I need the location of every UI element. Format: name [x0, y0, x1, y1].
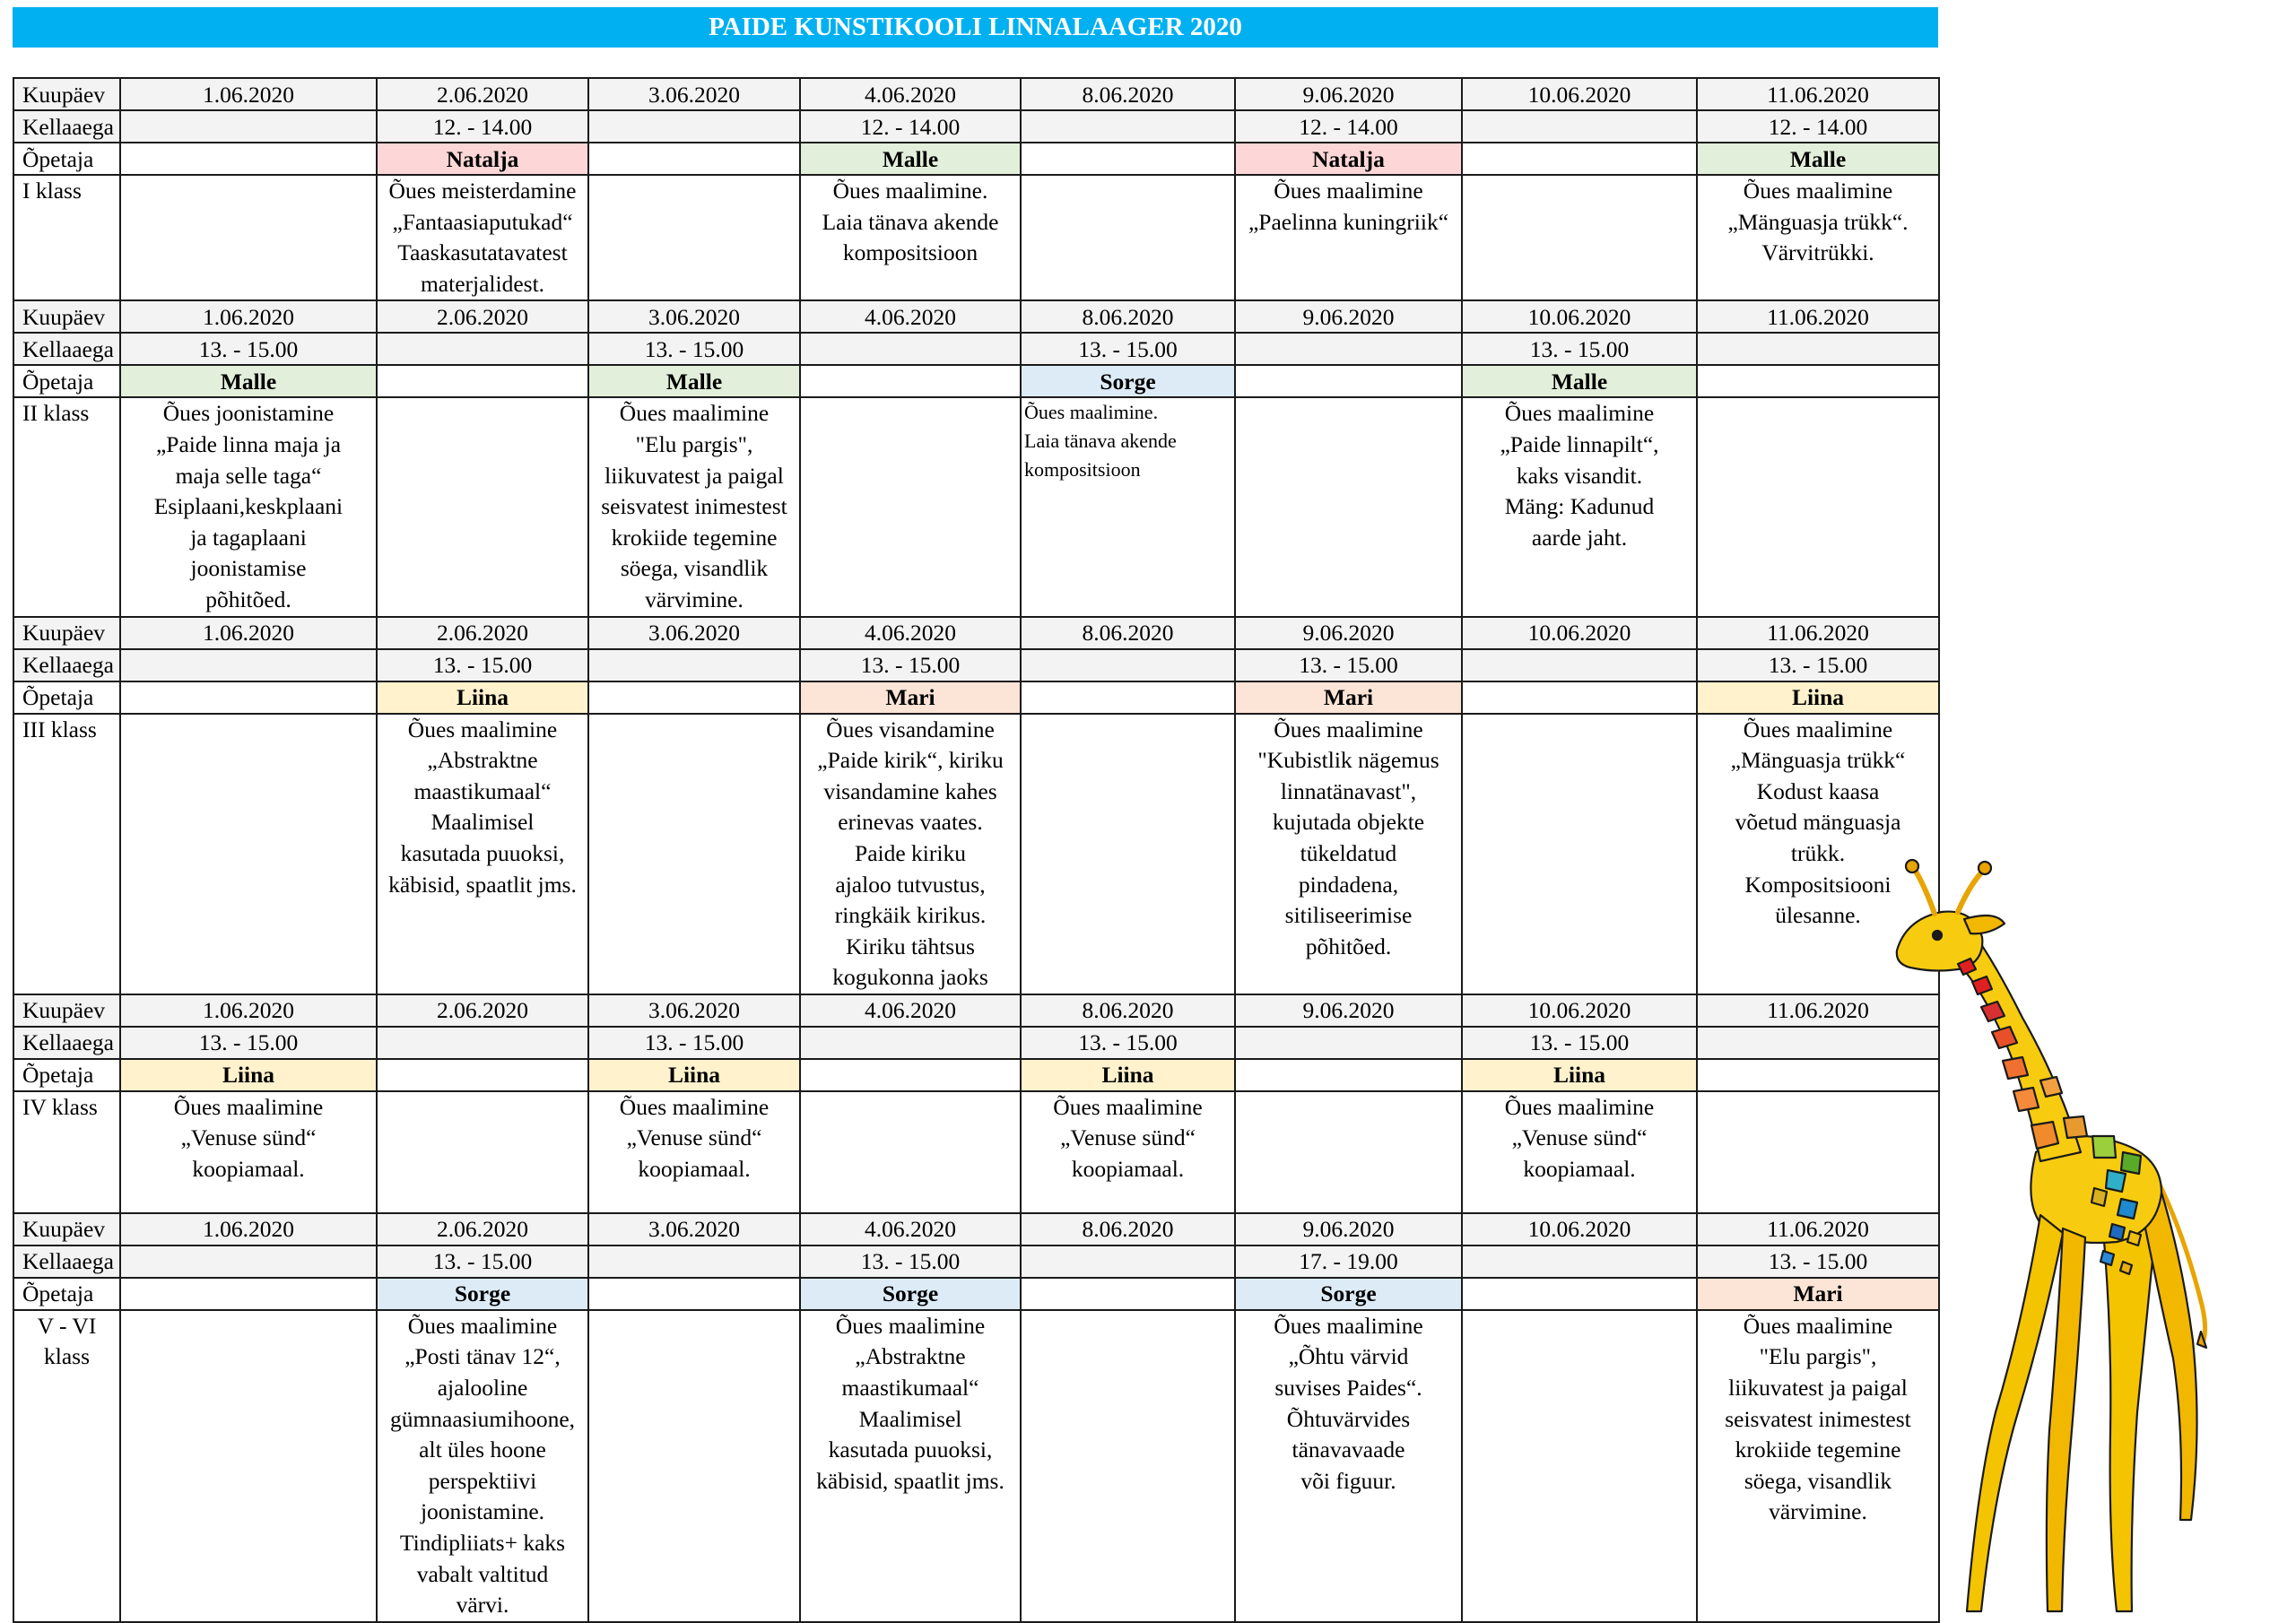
teacher-cell: Sorge	[1021, 365, 1235, 397]
time-cell	[1462, 1245, 1697, 1278]
time-cell	[1462, 649, 1697, 681]
teacher-cell: Malle	[120, 365, 377, 397]
date-cell: 3.06.2020	[588, 78, 800, 110]
date-cell: 11.06.2020	[1697, 1213, 1939, 1245]
class-label: V - VI klass	[13, 1310, 120, 1622]
activity-cell: Õues maalimine „Abstraktne maastikumaal“ Maalimisel kasutada puuoksi, käbisid, spaatlit jms.	[800, 1310, 1021, 1622]
date-row	[13, 78, 1939, 110]
time-cell: 13. - 15.00	[588, 333, 800, 365]
date-cell: 10.06.2020	[1462, 1213, 1697, 1245]
date-cell: 8.06.2020	[1021, 78, 1235, 110]
activity-cell	[1021, 175, 1235, 300]
activity-cell: Õues maalimine „Paelinna kuningriik“	[1235, 175, 1462, 300]
date-cell: 3.06.2020	[588, 617, 800, 649]
date-cell: 10.06.2020	[1462, 78, 1697, 110]
activity-cell	[1462, 714, 1697, 994]
time-cell	[120, 1245, 377, 1278]
activity-cell: Õues maalimine „Venuse sünd“ koopiamaal.	[1462, 1091, 1697, 1213]
activity-cell	[1462, 1310, 1697, 1622]
date-cell: 9.06.2020	[1235, 994, 1462, 1027]
time-cell: 13. - 15.00	[1235, 649, 1462, 681]
date-cell: 1.06.2020	[120, 994, 377, 1027]
date-cell: 10.06.2020	[1462, 994, 1697, 1027]
activity-cell	[1021, 714, 1235, 994]
class-label: III klass	[13, 714, 120, 994]
time-row	[13, 649, 1939, 681]
time-cell: 13. - 15.00	[377, 649, 588, 681]
activity-cell: Õues joonistamine „Paide linna maja ja maja selle taga“ Esiplaani,keskplaani ja tagaplaani joonistamise põhitõed.	[120, 397, 377, 616]
date-cell: 4.06.2020	[800, 1213, 1021, 1245]
activity-cell	[800, 1091, 1021, 1213]
date-label: Kuupäev	[13, 78, 120, 110]
time-cell: 13. - 15.00	[120, 333, 377, 365]
activity-cell	[1021, 1310, 1235, 1622]
time-cell	[1235, 333, 1462, 365]
activity-row	[13, 175, 1939, 300]
time-cell	[588, 649, 800, 681]
activity-cell: Õues maalimine "Elu pargis", liikuvatest ja paigal seisvatest inimestest krokiide tegemine söega, visandlik värvimine.	[1697, 1310, 1939, 1622]
date-cell: 1.06.2020	[120, 617, 377, 649]
activity-cell: Õues maalimine „Mänguasja trükk“. Värvitrükki.	[1697, 175, 1939, 300]
date-cell: 8.06.2020	[1021, 300, 1235, 333]
time-cell	[1021, 1245, 1235, 1278]
teacher-cell	[588, 1278, 800, 1310]
date-cell: 11.06.2020	[1697, 300, 1939, 333]
teacher-row	[13, 1059, 1939, 1091]
time-cell: 12. - 14.00	[800, 110, 1021, 143]
date-cell: 1.06.2020	[120, 300, 377, 333]
date-cell: 8.06.2020	[1021, 1213, 1235, 1245]
teacher-cell: Malle	[588, 365, 800, 397]
teacher-cell: Liina	[1021, 1059, 1235, 1091]
date-cell: 3.06.2020	[588, 300, 800, 333]
activity-cell	[1235, 1091, 1462, 1213]
teacher-cell	[120, 143, 377, 175]
date-cell: 11.06.2020	[1697, 78, 1939, 110]
date-cell: 8.06.2020	[1021, 994, 1235, 1027]
time-cell	[377, 333, 588, 365]
time-cell	[377, 1027, 588, 1059]
teacher-cell	[1462, 681, 1697, 714]
date-cell: 1.06.2020	[120, 78, 377, 110]
teacher-cell: Natalja	[1235, 143, 1462, 175]
time-row	[13, 110, 1939, 143]
activity-cell: Õues maalimine "Kubistlik nägemus linnatänavast", kujutada objekte tükeldatud pindadena, sitiliseerimise põhitõed.	[1235, 714, 1462, 994]
activity-cell	[1462, 175, 1697, 300]
activity-cell: Õues maalimine „Abstraktne maastikumaal“ Maalimisel kasutada puuoksi, käbisid, spaatlit jms.	[377, 714, 588, 994]
time-cell	[120, 649, 377, 681]
teacher-cell: Natalja	[377, 143, 588, 175]
time-cell	[1235, 1027, 1462, 1059]
teacher-cell	[1021, 143, 1235, 175]
date-row	[13, 300, 1939, 333]
teacher-cell	[588, 681, 800, 714]
activity-row	[13, 397, 1939, 616]
activity-cell	[120, 1310, 377, 1622]
date-row	[13, 1213, 1939, 1245]
time-cell: 13. - 15.00	[377, 1245, 588, 1278]
teacher-cell	[120, 1278, 377, 1310]
date-cell: 4.06.2020	[800, 617, 1021, 649]
date-cell: 2.06.2020	[377, 300, 588, 333]
activity-row	[13, 714, 1939, 994]
date-cell: 11.06.2020	[1697, 617, 1939, 649]
class-label: II klass	[13, 397, 120, 616]
teacher-cell: Liina	[1462, 1059, 1697, 1091]
activity-cell	[1697, 397, 1939, 616]
date-cell: 2.06.2020	[377, 1213, 588, 1245]
date-label: Kuupäev	[13, 300, 120, 333]
activity-cell: Õues maalimine „Venuse sünd“ koopiamaal.	[120, 1091, 377, 1213]
time-cell: 13. - 15.00	[1021, 1027, 1235, 1059]
time-cell	[1462, 110, 1697, 143]
time-label: Kellaaega	[13, 333, 120, 365]
date-cell: 4.06.2020	[800, 994, 1021, 1027]
time-cell	[120, 110, 377, 143]
teacher-cell: Malle	[800, 143, 1021, 175]
teacher-cell	[377, 365, 588, 397]
activity-cell	[120, 175, 377, 300]
time-cell	[1697, 333, 1939, 365]
date-label: Kuupäev	[13, 617, 120, 649]
date-label: Kuupäev	[13, 994, 120, 1027]
teacher-row	[13, 1278, 1939, 1310]
teacher-cell: Malle	[1462, 365, 1697, 397]
activity-cell	[588, 1310, 800, 1622]
teacher-cell	[1462, 1278, 1697, 1310]
time-cell: 13. - 15.00	[800, 649, 1021, 681]
teacher-cell	[120, 681, 377, 714]
teacher-cell: Sorge	[1235, 1278, 1462, 1310]
teacher-cell	[800, 1059, 1021, 1091]
teacher-cell: Sorge	[800, 1278, 1021, 1310]
date-row	[13, 617, 1939, 649]
time-row	[13, 1245, 1939, 1278]
time-cell	[588, 110, 800, 143]
teacher-row	[13, 365, 1939, 397]
date-cell: 3.06.2020	[588, 1213, 800, 1245]
schedule-table	[13, 77, 1940, 1623]
class-label: I klass	[13, 175, 120, 300]
teacher-cell	[800, 365, 1021, 397]
teacher-label: Õpetaja	[13, 143, 120, 175]
date-cell: 1.06.2020	[120, 1213, 377, 1245]
teacher-cell	[1235, 365, 1462, 397]
activity-cell	[588, 175, 800, 300]
teacher-label: Õpetaja	[13, 1059, 120, 1091]
date-row	[13, 994, 1939, 1027]
date-cell: 10.06.2020	[1462, 617, 1697, 649]
date-cell: 9.06.2020	[1235, 617, 1462, 649]
teacher-row	[13, 681, 1939, 714]
teacher-cell: Liina	[588, 1059, 800, 1091]
date-label: Kuupäev	[13, 1213, 120, 1245]
teacher-cell	[1021, 1278, 1235, 1310]
activity-cell: Õues meisterdamine „Fantaasiaputukad“ Taaskasutatavatest materjalidest.	[377, 175, 588, 300]
teacher-cell: Malle	[1697, 143, 1939, 175]
activity-cell	[377, 1091, 588, 1213]
teacher-cell	[1235, 1059, 1462, 1091]
activity-cell: Õues maalimine „Venuse sünd“ koopiamaal.	[588, 1091, 800, 1213]
time-label: Kellaaega	[13, 1027, 120, 1059]
time-label: Kellaaega	[13, 1245, 120, 1278]
teacher-cell: Mari	[1235, 681, 1462, 714]
time-cell: 13. - 15.00	[588, 1027, 800, 1059]
time-cell	[1021, 110, 1235, 143]
time-cell: 12. - 14.00	[1235, 110, 1462, 143]
time-row	[13, 1027, 1939, 1059]
giraffe-illustration	[1888, 856, 2265, 1614]
date-cell: 2.06.2020	[377, 994, 588, 1027]
date-cell: 10.06.2020	[1462, 300, 1697, 333]
teacher-cell: Mari	[1697, 1278, 1939, 1310]
activity-cell: Õues maalimine „Paide linnapilt“, kaks visandit. Mäng: Kadunud aarde jaht.	[1462, 397, 1697, 616]
teacher-cell	[588, 143, 800, 175]
activity-cell	[120, 714, 377, 994]
activity-cell: Õues maalimine „Posti tänav 12“, ajalooline gümnaasiumihoone, alt üles hoone perspektiivi joonistamine. Tindipliiats+ kaks vabalt valtitud värvi.	[377, 1310, 588, 1622]
teacher-label: Õpetaja	[13, 365, 120, 397]
date-cell: 9.06.2020	[1235, 300, 1462, 333]
teacher-label: Õpetaja	[13, 681, 120, 714]
time-cell: 13. - 15.00	[1697, 1245, 1939, 1278]
teacher-cell: Sorge	[377, 1278, 588, 1310]
teacher-row	[13, 143, 1939, 175]
time-row	[13, 333, 1939, 365]
activity-cell	[800, 397, 1021, 616]
time-cell: 13. - 15.00	[1021, 333, 1235, 365]
activity-cell	[1235, 397, 1462, 616]
time-cell: 12. - 14.00	[1697, 110, 1939, 143]
time-cell: 17. - 19.00	[1235, 1245, 1462, 1278]
activity-cell: Õues maalimine „Mänguasja trükk“ Kodust kaasa võetud mänguasja trükk. Kompositsiooni ülesanne.	[1697, 714, 1939, 994]
teacher-cell	[1021, 681, 1235, 714]
teacher-cell: Liina	[377, 681, 588, 714]
time-label: Kellaaega	[13, 649, 120, 681]
time-cell: 13. - 15.00	[800, 1245, 1021, 1278]
class-label: IV klass	[13, 1091, 120, 1213]
teacher-cell	[377, 1059, 588, 1091]
date-cell: 2.06.2020	[377, 617, 588, 649]
teacher-cell	[1697, 365, 1939, 397]
time-cell	[1021, 649, 1235, 681]
activity-cell	[588, 714, 800, 994]
time-cell	[800, 1027, 1021, 1059]
teacher-cell: Liina	[1697, 681, 1939, 714]
activity-cell: Õues maalimine. Laia tänava akende kompositsioon	[1021, 397, 1235, 616]
time-cell: 13. - 15.00	[1462, 1027, 1697, 1059]
activity-cell: Õues maalimine „Õhtu värvid suvises Paides“. Õhtuvärvides tänavavaade või figuur.	[1235, 1310, 1462, 1622]
time-cell: 13. - 15.00	[120, 1027, 377, 1059]
date-cell: 2.06.2020	[377, 78, 588, 110]
date-cell: 9.06.2020	[1235, 1213, 1462, 1245]
activity-row	[13, 1310, 1939, 1622]
time-cell: 13. - 15.00	[1462, 333, 1697, 365]
activity-cell: Õues maalimine „Venuse sünd“ koopiamaal.	[1021, 1091, 1235, 1213]
time-cell	[800, 333, 1021, 365]
date-cell: 4.06.2020	[800, 300, 1021, 333]
activity-cell: Õues maalimine "Elu pargis", liikuvatest ja paigal seisvatest inimestest krokiide tegemine söega, visandlik värvimine.	[588, 397, 800, 616]
activity-cell: Õues maalimine. Laia tänava akende kompositsioon	[800, 175, 1021, 300]
date-cell: 11.06.2020	[1697, 994, 1939, 1027]
time-label: Kellaaega	[13, 110, 120, 143]
date-cell: 4.06.2020	[800, 78, 1021, 110]
teacher-cell: Mari	[800, 681, 1021, 714]
activity-cell: Õues visandamine „Paide kirik“, kiriku visandamine kahes erinevas vaates. Paide kiriku ajaloo tutvustus, ringkäik kirikus. Kiriku tähtsus kogukonna jaoks	[800, 714, 1021, 994]
date-cell: 9.06.2020	[1235, 78, 1462, 110]
date-cell: 8.06.2020	[1021, 617, 1235, 649]
date-cell: 3.06.2020	[588, 994, 800, 1027]
activity-row	[13, 1091, 1939, 1213]
page-title: PAIDE KUNSTIKOOLI LINNALAAGER 2020	[13, 7, 1938, 48]
teacher-label: Õpetaja	[13, 1278, 120, 1310]
activity-cell	[377, 397, 588, 616]
teacher-cell	[1462, 143, 1697, 175]
teacher-cell: Liina	[120, 1059, 377, 1091]
time-cell: 12. - 14.00	[377, 110, 588, 143]
time-cell: 13. - 15.00	[1697, 649, 1939, 681]
time-cell	[588, 1245, 800, 1278]
